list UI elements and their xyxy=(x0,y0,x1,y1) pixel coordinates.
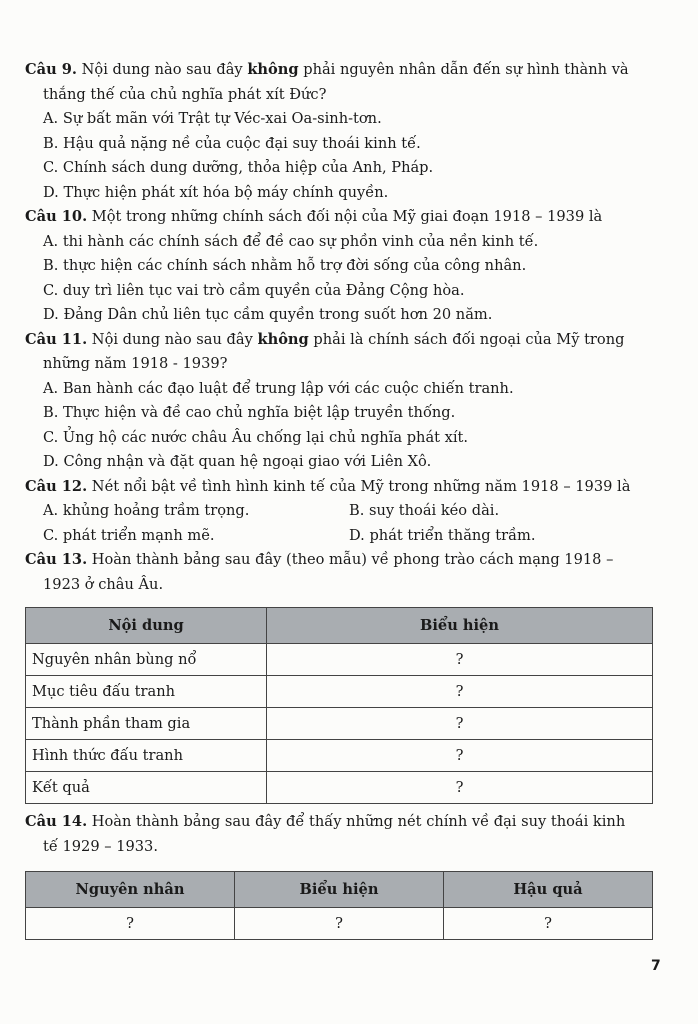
table-great-depression: Nguyên nhân Biểu hiện Hậu quả ? ? ? xyxy=(25,871,653,940)
table-row: Mục tiêu đấu tranh ? xyxy=(26,676,653,708)
page-number: 7 xyxy=(651,958,661,974)
table-row: Hình thức đấu tranh ? xyxy=(26,740,653,772)
question-12: Câu 12. Nét nổi bật về tình hình kinh tế của Mỹ trong những năm 1918 – 1939 là A. khủng hoảng trầm trọng. B. suy thoái kéo dài. C. phát triển mạnh mẽ. D. phát triển thăng trầm. xyxy=(25,475,655,549)
question-10: Câu 10. Một trong những chính sách đối nội của Mỹ giai đoạn 1918 – 1939 là A. thi hành các chính sách để đề cao sự phồn vinh của nền kinh tế. B. thực hiện các chính sách nhằm hỗ trợ đời sống của công nhân. C. duy trì liên tục vai trò cầm quyền của Đảng Cộng hòa. D. Đảng Dân chủ liên tục cầm quyền trong suốt hơn 20 năm. xyxy=(25,205,655,328)
option: B. suy thoái kéo dài. xyxy=(349,502,500,519)
option: C. duy trì liên tục vai trò cầm quyền của Đảng Cộng hòa. xyxy=(43,281,465,299)
question-13: Câu 13. Hoàn thành bảng sau đây (theo mẫu) về phong trào cách mạng 1918 – 1923 ở châu Âu. xyxy=(25,551,614,593)
option: C. Ủng hộ các nước châu Âu chống lại chủ nghĩa phát xít. xyxy=(43,428,469,446)
option: B. thực hiện các chính sách nhằm hỗ trợ đời sống của công nhân. xyxy=(43,257,527,274)
table-row: Nguyên nhân bùng nổ ? xyxy=(26,644,653,676)
option: A. Sự bất mãn với Trật tự Véc-xai Oa-sinh-tơn. xyxy=(43,110,382,127)
option: C. phát triển mạnh mẽ. xyxy=(43,526,215,544)
option: D. Đảng Dân chủ liên tục cầm quyền trong suốt hơn 20 năm. xyxy=(43,306,493,323)
question-14: Câu 14. Hoàn thành bảng sau đây để thấy những nét chính về đại suy thoái kinh tế 1929 – 1933. xyxy=(25,813,626,855)
option: B. Hậu quả nặng nề của cuộc đại suy thoái kinh tế. xyxy=(43,134,421,152)
option: D. Công nhận và đặt quan hệ ngoại giao với Liên Xô. xyxy=(43,453,432,470)
option: D. phát triển thăng trầm. xyxy=(349,526,536,544)
option: B. Thực hiện và đề cao chủ nghĩa biệt lập truyền thống. xyxy=(43,404,456,421)
question-9: Câu 9. Nội dung nào sau đây không phải nguyên nhân dẫn đến sự hình thành và thắng thế của chủ nghĩa phát xít Đức? A. Sự bất mãn với Trật tự Véc-xai Oa-sinh-tơn. B. Hậu quả nặng nề của cuộc đại suy thoái kinh tế. C. Chính sách dung dưỡng, thỏa hiệp của Anh, Pháp. D. Thực hiện phát xít hóa bộ máy chính quyền. xyxy=(25,58,655,205)
table-row: ? ? ? xyxy=(26,908,653,940)
table-row: Kết quả ? xyxy=(26,772,653,804)
page-content xyxy=(25,58,655,940)
option: A. thi hành các chính sách để đề cao sự phồn vinh của nền kinh tế. xyxy=(43,232,539,250)
option: D. Thực hiện phát xít hóa bộ máy chính quyền. xyxy=(43,183,389,201)
option: C. Chính sách dung dưỡng, thỏa hiệp của Anh, Pháp. xyxy=(43,159,434,176)
question-11: Câu 11. Nội dung nào sau đây không phải là chính sách đối ngoại của Mỹ trong những năm 1918 - 1939? A. Ban hành các đạo luật để trung lập với các cuộc chiến tranh. B. Thực hiện và đề cao chủ nghĩa biệt lập truyền thống. C. Ủng hộ các nước châu Âu chống lại chủ nghĩa phát xít. D. Công nhận và đặt quan hệ ngoại giao với Liên Xô. xyxy=(25,328,655,475)
table-row: Thành phần tham gia ? xyxy=(26,708,653,740)
option: A. khủng hoảng trầm trọng. xyxy=(43,502,250,519)
option: A. Ban hành các đạo luật để trung lập với các cuộc chiến tranh. xyxy=(43,379,514,397)
table-revolution-1918-1923: Nội dung Biểu hiện Nguyên nhân bùng nổ ? Mục tiêu đấu tranh ? Thành phần tham gia ? Hình thức đấu tranh ? Kết quả ? xyxy=(25,607,653,804)
